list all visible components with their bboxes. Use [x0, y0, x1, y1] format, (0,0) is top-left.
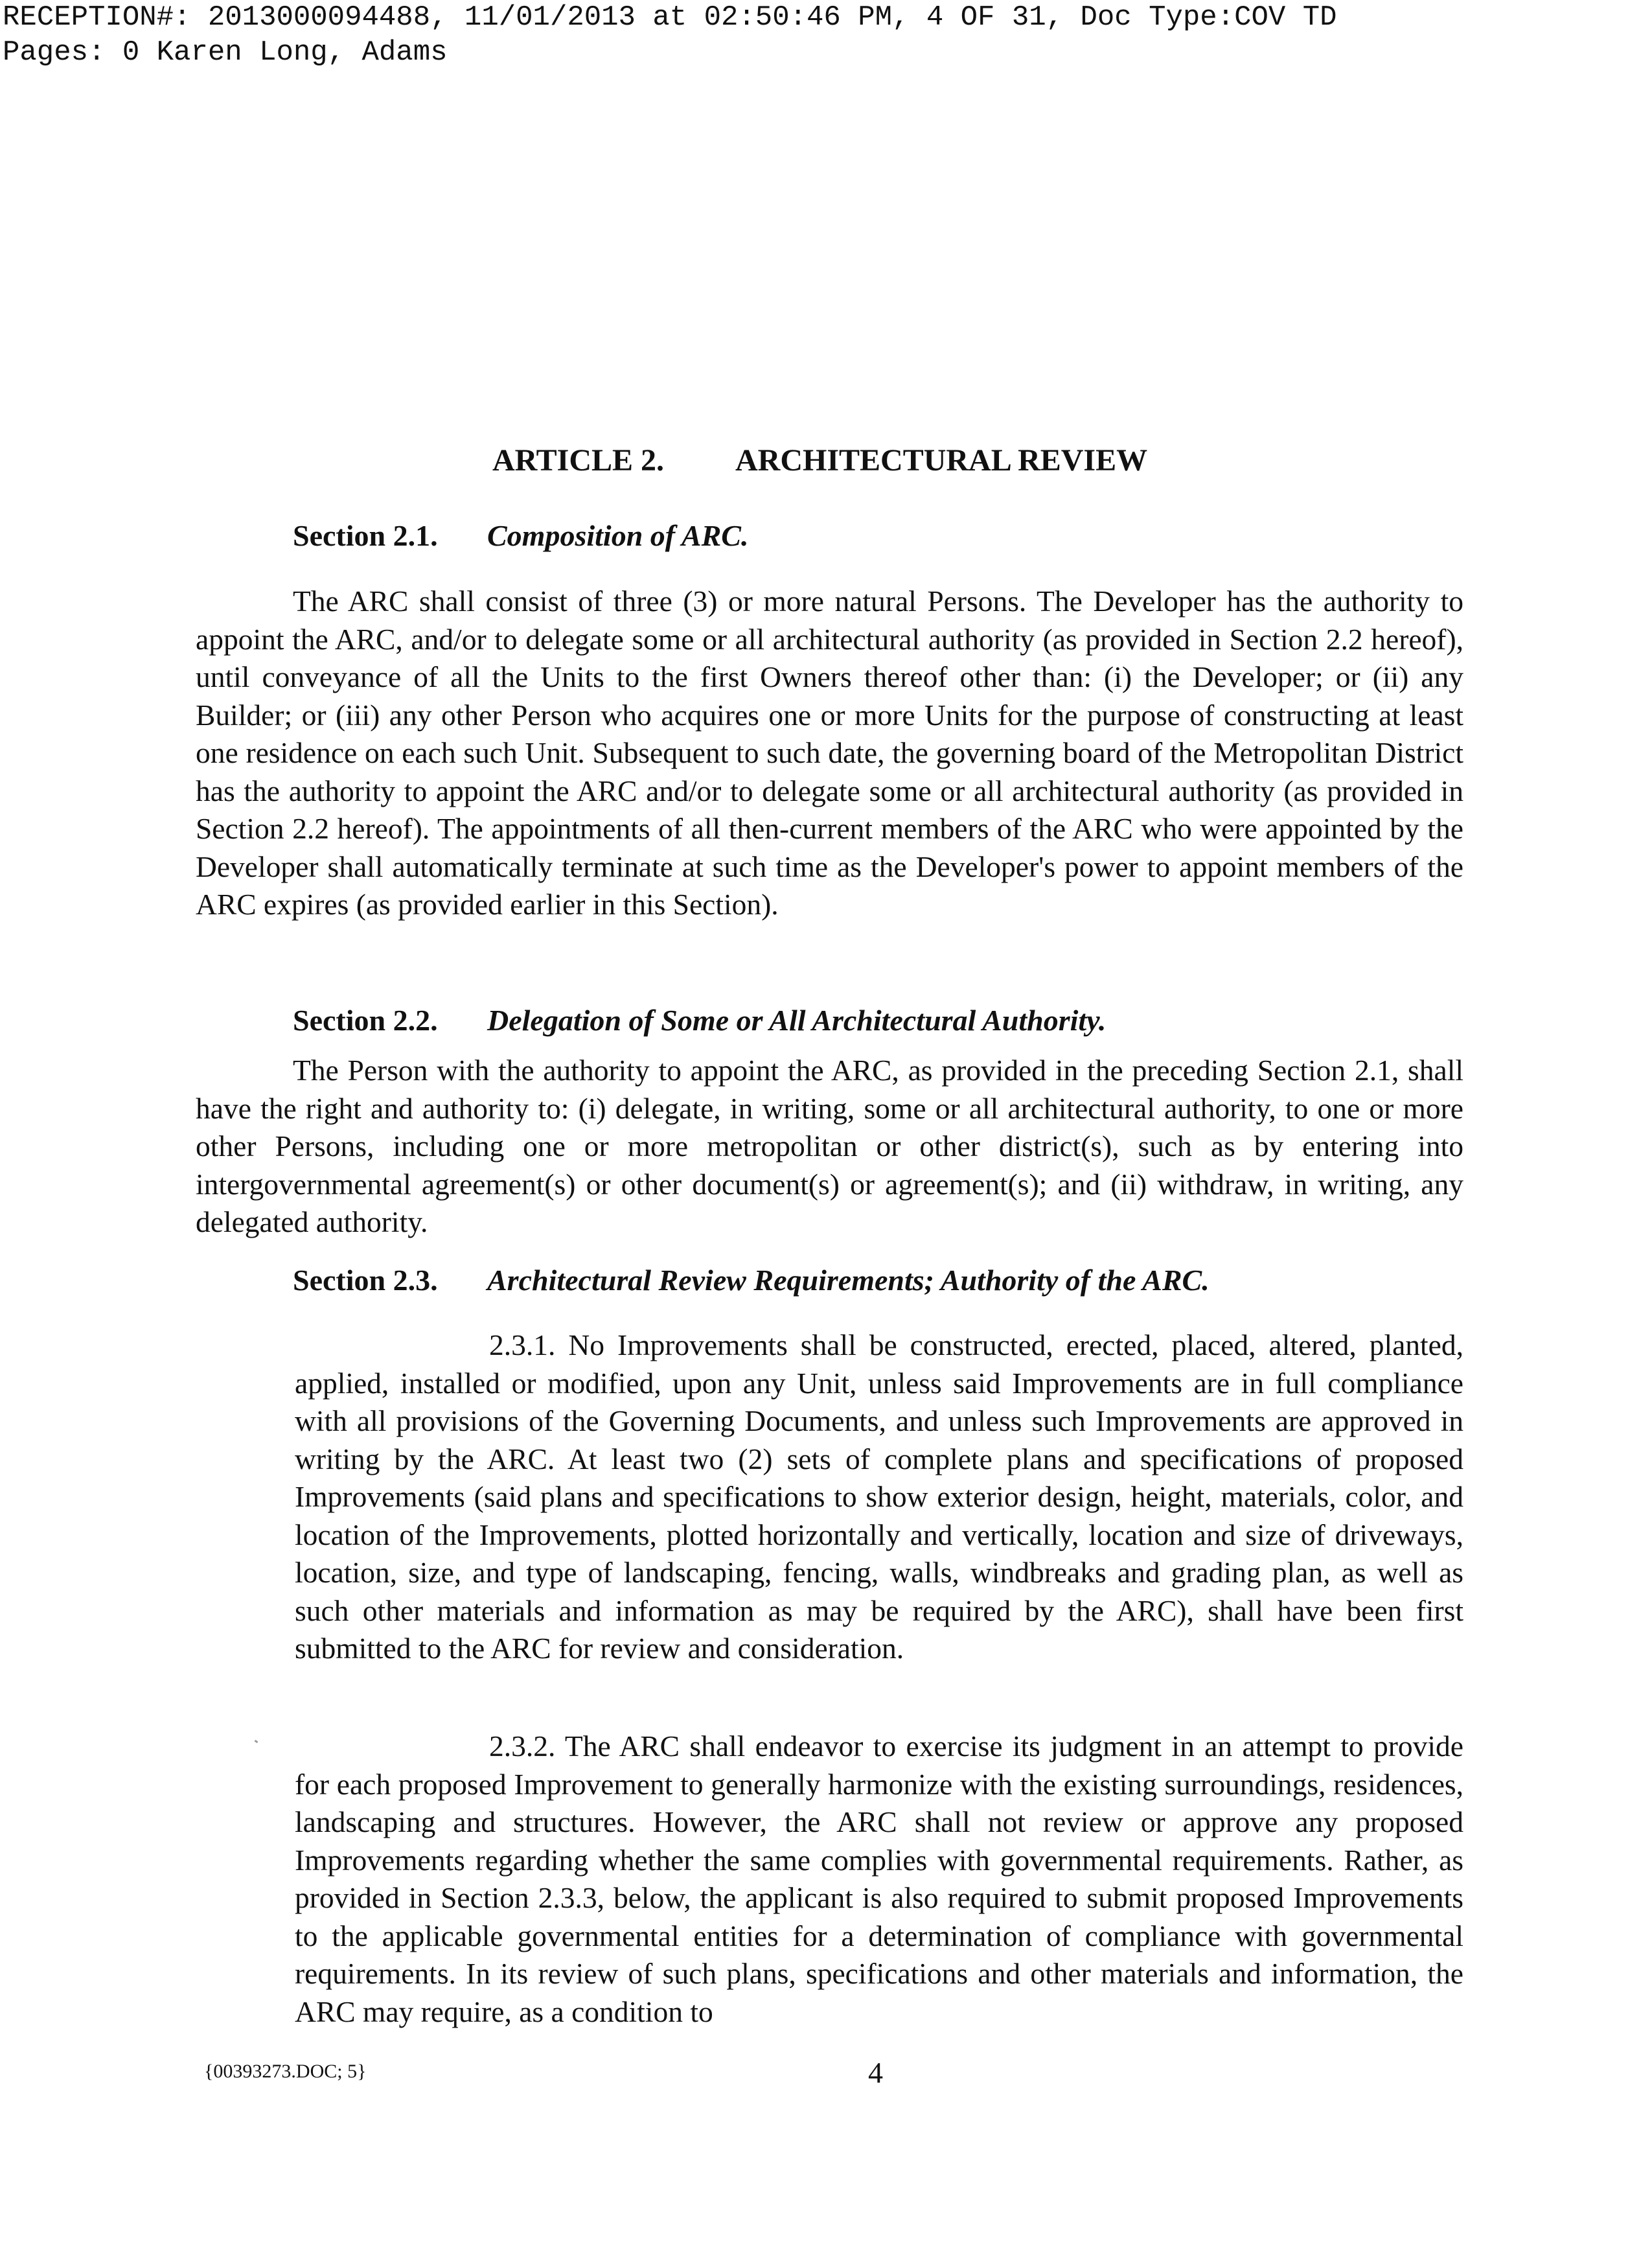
page-number: 4 — [868, 2056, 883, 2089]
section-2-1-heading — [293, 518, 749, 553]
subsection-2-3-2: 2.3.2. The ARC shall endeavor to exercise its judgment in an attempt to provide for each proposed Improvement to generally harmonize with the existing surroundings, residences, landscaping and structures. However, the ARC shall not review or approve any proposed Improvements regarding whether the same complies with governmental requirements. Rather, as provided in Section 2.3.3, below, the applicant is also required to submit proposed Improvements to the applicable governmental entities for a determination of compliance with governmental requirements. In its review of such plans, specifications and other materials and information, the ARC may require, as a condition to — [295, 1729, 1463, 2028]
recording-stamp-line-1: RECEPTION#: 2013000094488, 11/01/2013 at 02:50:46 PM, 4 OF 31, Doc Type:COV TD — [3, 1, 1337, 34]
recording-stamp-line-2: Pages: 0 Karen Long, Adams — [3, 36, 448, 69]
article-title: ARCHITECTURAL REVIEW — [735, 443, 1148, 478]
section-2-2-title: Delegation of Some or All Architectural Authority. — [487, 1004, 1107, 1037]
subsection-2-3-1: 2.3.1. No Improvements shall be constructed, erected, placed, altered, planted, applied, installed or modified, upon any Unit, unless said Improvements are in full compliance with all provisions of the Governing Documents, and unless such Improvements are approved in writing by the ARC. At least two (2) sets of complete plans and specifications of proposed Improvements (said plans and specifications to show exterior design, height, materials, color, and location of the Improvements, plotted horizontally and vertically, location and size of driveways, location, size, and type of landscaping, fencing, walls, windbreaks and grading plan, as well as such other materials and information as may be required by the ARC), shall have been first submitted to the ARC for review and consideration. — [295, 1328, 1463, 1665]
section-2-2-body: The Person with the authority to appoint the ARC, as provided in the preceding Section 2.1, shall have the right and authority to: (i) delegate, in writing, some or all architectural authority, to one or more other Persons, including one or more metropolitan or other district(s), such as by entering into intergovernmental agreement(s) or other document(s) or agreement(s); and (ii) withdraw, in writing, any delegated authority. — [196, 1054, 1463, 1238]
section-2-1-number: Section 2.1. — [293, 519, 438, 552]
recording-stamp — [3, 0, 1337, 70]
section-2-2-number: Section 2.2. — [293, 1004, 438, 1037]
section-2-1-body: The ARC shall consist of three (3) or more natural Persons. The Developer has the authority to appoint the ARC, and/or to delegate some or all architectural authority (as provided in Section 2.2 hereof), until conveyance of all the Units to the first Owners thereof other than: (i) the Developer; or (ii) any Builder; or (iii) any other Person who acquires one or more Units for the purpose of constructing at least one residence on each such Unit. Subsequent to such date, the governing board of the Metropolitan District has the authority to appoint the ARC and/or to delegate some or all architectural authority (as provided in Section 2.2 hereof). The appointments of all then-current members of the ARC who were appointed by the Developer shall automatically terminate at such time as the Developer's power to appoint members of the ARC expires (as provided earlier in this Section). — [196, 584, 1463, 921]
scan-mark — [255, 1740, 258, 1743]
footer-document-id: {00393273.DOC; 5} — [204, 2061, 367, 2082]
section-2-3-title: Architectural Review Requirements; Authority of the ARC. — [487, 1264, 1210, 1297]
article-number: ARTICLE 2. — [492, 443, 665, 478]
section-2-3-heading — [293, 1263, 1210, 1297]
section-2-2-heading — [293, 1003, 1107, 1037]
section-2-1-title: Composition of ARC. — [487, 519, 749, 552]
article-heading — [492, 443, 1148, 478]
section-2-3-number: Section 2.3. — [293, 1264, 438, 1297]
